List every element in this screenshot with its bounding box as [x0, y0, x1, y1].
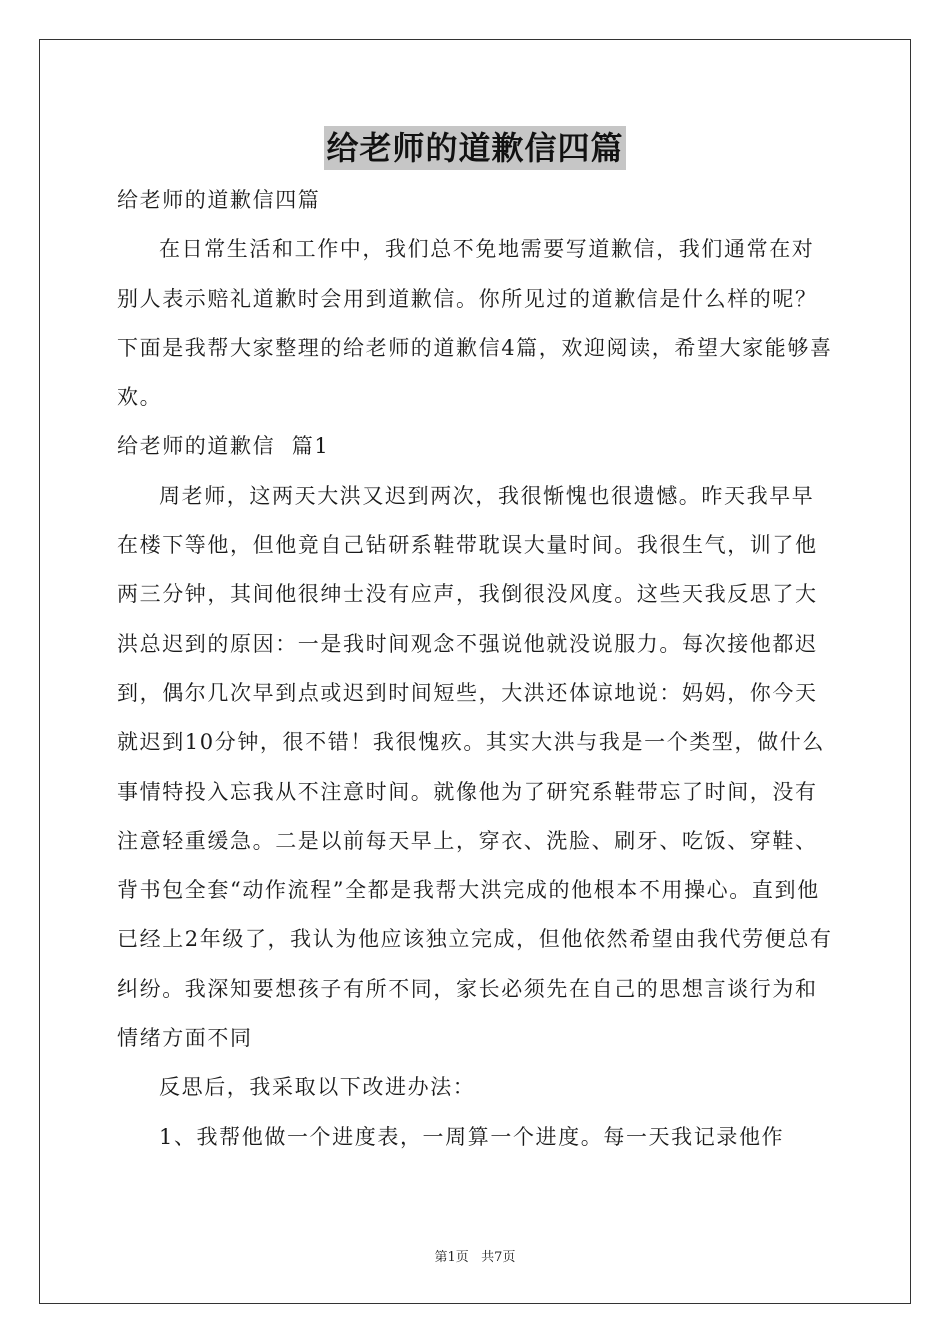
document-title: 给老师的道歉信四篇	[324, 126, 625, 170]
document-body	[117, 176, 833, 1162]
body-paragraph-1: 周老师，这两天大洪又迟到两次，我很惭愧也很遗憾。昨天我早早在楼下等他，但他竟自己钻研系鞋带耽误大量时间。我很生气，训了他两三分钟，其间他很绅士没有应声，我倒很没风度。这些天我反思了大洪总迟到的原因：一是我时间观念不强说他就没说服力。每次接他都迟到，偶尔几次早到点或迟到时间短些，大洪还体谅地说：妈妈，你今天就迟到10分钟，很不错！我很愧疚。其实大洪与我是一个类型，做什么事情特投入忘我从不注意时间。就像他为了研究系鞋带忘了时间，没有注意轻重缓急。二是以前每天早上，穿衣、洗脸、刷牙、吃饭、穿鞋、背书包全套“动作流程”全都是我帮大洪完成的他根本不用操心。直到他已经上2年级了，我认为他应该独立完成，但他依然希望由我代劳便总有纠纷。我深知要想孩子有所不同，家长必须先在自己的思想言谈行为和情绪方面不同	[117, 483, 833, 1051]
body-paragraph-2: 反思后，我采取以下改进办法：	[159, 1075, 476, 1100]
document-subtitle: 给老师的道歉信四篇	[117, 188, 321, 212]
page-footer: 第1页 共7页	[434, 1250, 516, 1265]
body-paragraph-3: 1、我帮他做一个进度表，一周算一个进度。每一天我记录他作	[159, 1124, 785, 1149]
title-wrap	[0, 126, 950, 170]
section-heading: 给老师的道歉信 篇1	[117, 434, 330, 459]
intro-paragraph: 在日常生活和工作中，我们总不免地需要写道歉信，我们通常在对别人表示赔礼道歉时会用到道歉信。你所见过的道歉信是什么样的呢？下面是我帮大家整理的给老师的道歉信4篇，欢迎阅读，希望大家能够喜欢。	[117, 237, 833, 410]
